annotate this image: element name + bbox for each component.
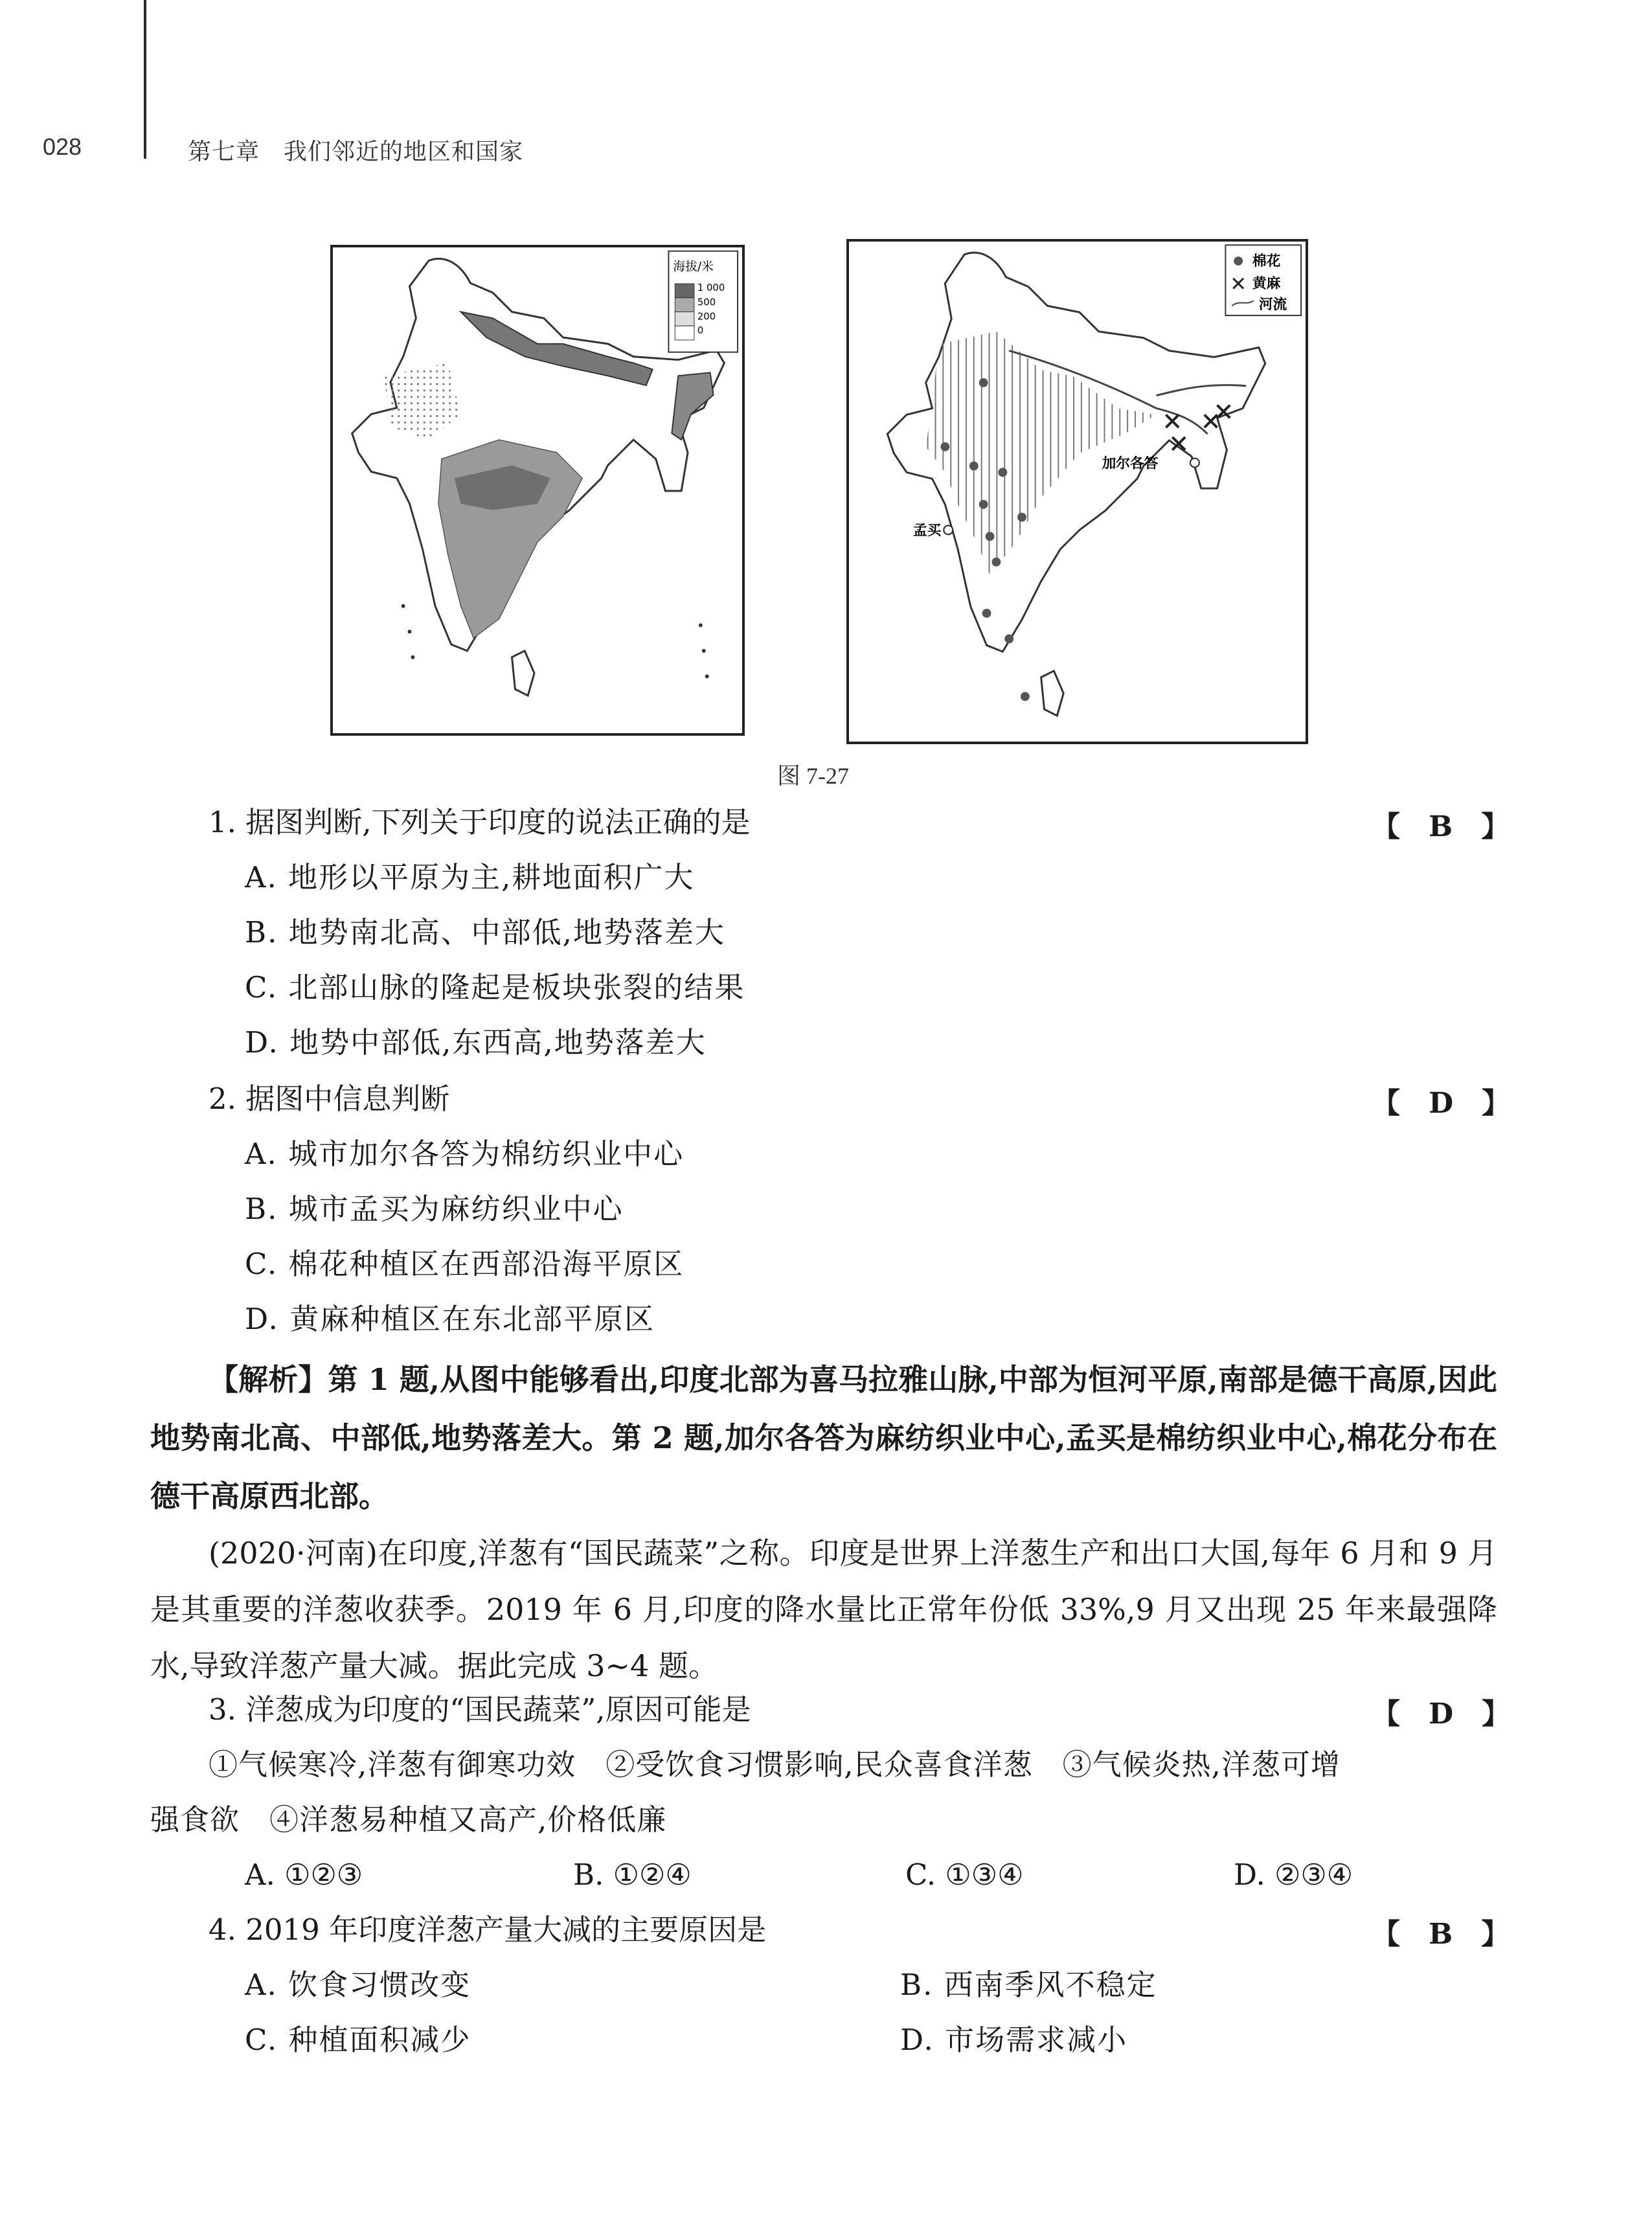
legend-level: 0 xyxy=(697,325,704,337)
terrain-map xyxy=(330,245,745,736)
question-2-option-c: C. 棉花种植区在西部沿海平原区 xyxy=(245,1247,685,1281)
question-3-option-a: A. ①②③ xyxy=(245,1857,363,1892)
question-2-stem: 2. 据图中信息判断 xyxy=(209,1082,450,1116)
question-2-option-b: B. 城市孟买为麻纺织业中心 xyxy=(245,1192,624,1226)
question-1-stem: 1. 据图判断,下列关于印度的说法正确的是 xyxy=(209,805,751,839)
legend-jute: 黄麻 xyxy=(1252,275,1281,292)
question-3-statements: ①气候寒冷,洋葱有御寒功效 ②受饮食习惯影响,民众喜食洋葱 ③气候炎热,洋葱可增 xyxy=(209,1747,1341,1782)
question-3-answer: 【 D 】 xyxy=(1372,1698,1511,1731)
legend-river: 河流 xyxy=(1258,297,1287,313)
legend-title: 海拔/米 xyxy=(673,260,714,274)
crop-map xyxy=(846,239,1308,744)
chapter-title: 第七章 我们邻近的地区和国家 xyxy=(188,138,524,165)
question-2-option-d: D. 黄麻种植区在东北部平原区 xyxy=(245,1302,655,1336)
legend-level: 200 xyxy=(697,311,716,323)
question-1-option-d: D. 地势中部低,东西高,地势落差大 xyxy=(245,1025,707,1060)
question-4-stem: 4. 2019 年印度洋葱产量大减的主要原因是 xyxy=(209,1913,767,1947)
question-3-statements-cont: 强食欲 ④洋葱易种植又高产,价格低廉 xyxy=(150,1802,667,1837)
passage-paragraph: (2020·河南)在印度,洋葱有“国民蔬菜”之称。印度是世界上洋葱生产和出口大国,每年 6 月和 9 月是其重要的洋葱收获季。2019 年 6 月,印度的降水量比正常年份低 33%,9 月又出现 25 年来最强降水,导致洋葱产量大减。据此完成 3~4 题。 xyxy=(150,1536,1497,1683)
question-2-option-a: A. 城市加尔各答为棉纺织业中心 xyxy=(245,1137,685,1171)
page-number: 028 xyxy=(43,133,82,160)
question-2-answer: 【 D 】 xyxy=(1372,1087,1511,1120)
question-4-option-c: C. 种植面积减少 xyxy=(245,2023,471,2057)
question-1-option-c: C. 北部山脉的隆起是板块张裂的结果 xyxy=(245,970,745,1005)
question-4-option-a: A. 饮食习惯改变 xyxy=(245,1968,471,2002)
crop-map-drawing xyxy=(849,242,1306,742)
question-4-option-b: B. 西南季风不稳定 xyxy=(900,1968,1157,2002)
question-3-option-c: C. ①③④ xyxy=(905,1857,1024,1892)
question-4-answer: 【 B 】 xyxy=(1372,1918,1510,1951)
question-4-option-d: D. 市场需求减小 xyxy=(900,2023,1128,2057)
city-mumbai: 孟买 xyxy=(912,523,942,539)
figure-caption: 图 7-27 xyxy=(777,763,849,789)
question-1-answer: 【 B 】 xyxy=(1372,810,1510,843)
question-3-option-b: B. ①②④ xyxy=(573,1857,692,1892)
legend-level: 500 xyxy=(697,297,716,308)
question-3-option-d: D. ②③④ xyxy=(1234,1857,1353,1892)
city-kolkata: 加尔各答 xyxy=(1102,455,1159,472)
header-divider xyxy=(144,0,146,159)
analysis-paragraph: 【解析】第 1 题,从图中能够看出,印度北部为喜马拉雅山脉,中部为恒河平原,南部是德干高原,因此地势南北高、中部低,地势落差大。第 2 题,加尔各答为麻纺织业中心,孟买是棉纺织业中心,棉花分布在德干高原西北部。 xyxy=(150,1362,1497,1514)
legend-level: 1 000 xyxy=(697,282,725,293)
question-1-option-a: A. 地形以平原为主,耕地面积广大 xyxy=(245,860,695,894)
terrain-map-drawing xyxy=(333,247,742,733)
question-3-stem: 3. 洋葱成为印度的“国民蔬菜”,原因可能是 xyxy=(209,1692,751,1727)
legend-cotton: 棉花 xyxy=(1252,253,1281,269)
question-1-option-b: B. 地势南北高、中部低,地势落差大 xyxy=(245,915,725,949)
